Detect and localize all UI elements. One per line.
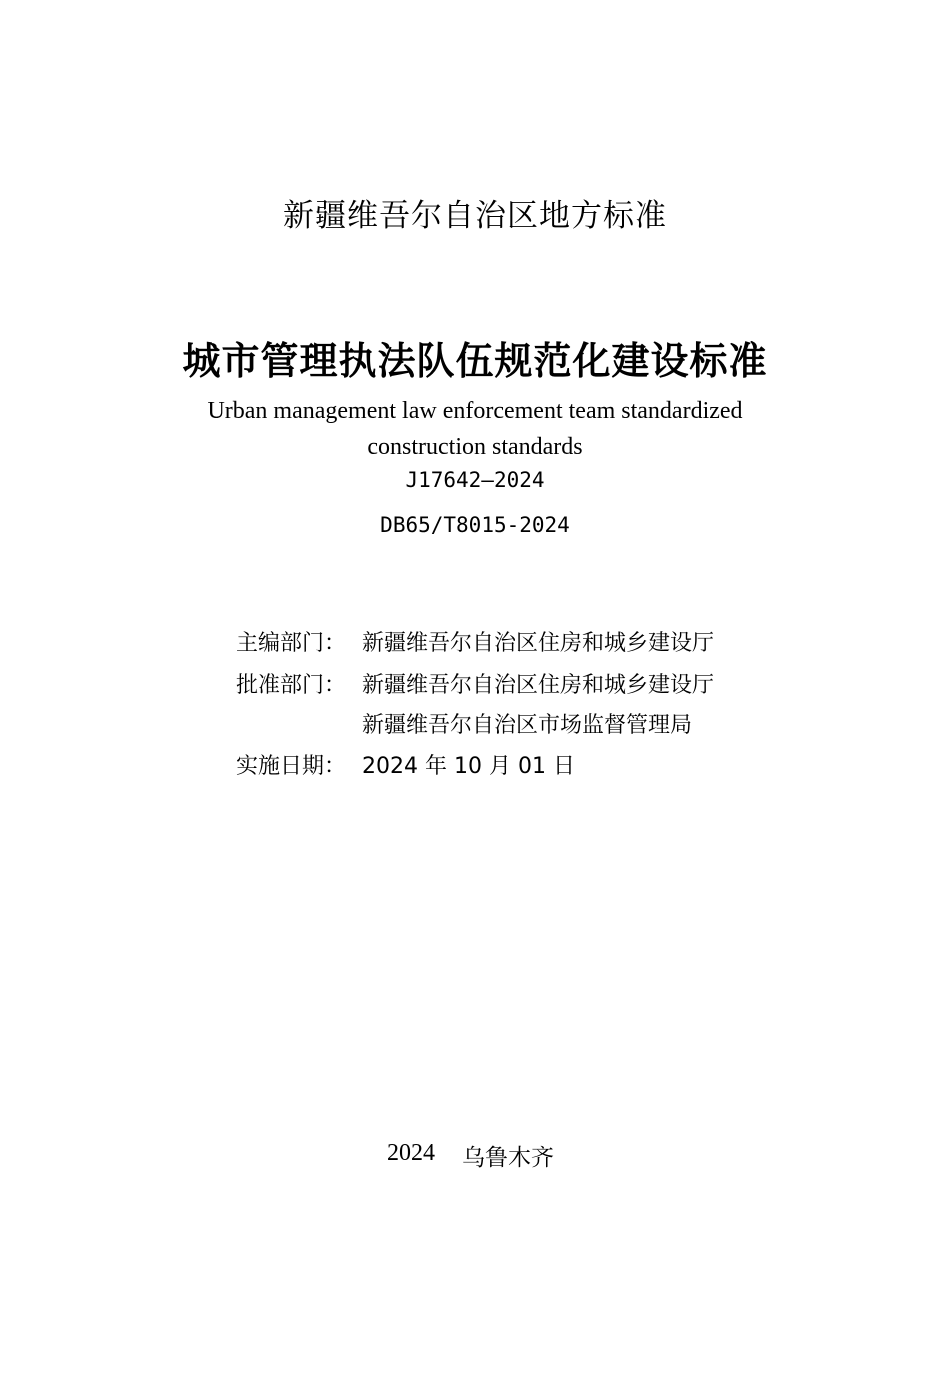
approver-department-value-1: 新疆维吾尔自治区住房和城乡建设厅 [362,673,715,698]
publication-city: 乌鲁木齐 [462,1145,554,1171]
document-title-english-line-1: Urban management law enforcement team standardized [207,398,743,424]
document-title-english-line-2: construction standards [367,434,583,460]
effective-date-label: 实施日期： [236,754,347,779]
document-title-chinese: 城市管理执法队伍规范化建设标准 [182,339,768,383]
effective-date-value: 2024 年 10 月 01 日 [362,754,575,779]
approver-department-label: 批准部门： [236,673,347,698]
standard-number: DB65/T8015-2024 [380,513,570,537]
approver-department-value-2: 新疆维吾尔自治区市场监督管理局 [362,713,693,738]
standard-type-heading: 新疆维吾尔自治区地方标准 [283,198,667,234]
editor-department-value: 新疆维吾尔自治区住房和城乡建设厅 [362,631,715,656]
editor-department-label: 主编部门： [236,631,347,656]
record-number: J17642—2024 [405,468,545,492]
publication-year: 2024 [387,1140,435,1166]
